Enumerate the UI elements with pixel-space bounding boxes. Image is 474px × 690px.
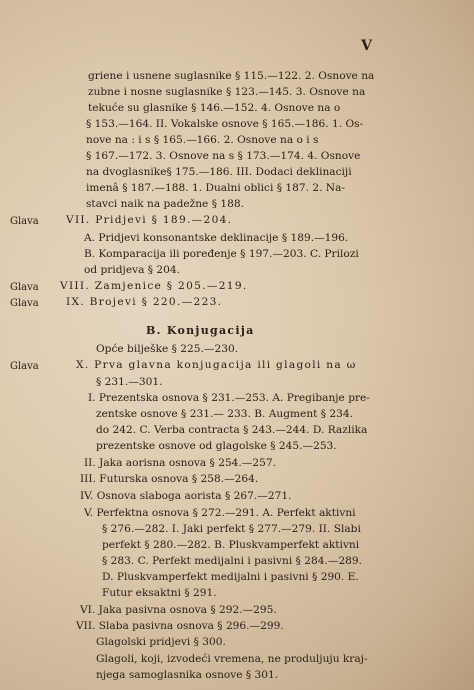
text-line: imenâ § 187.—188. 1. Dualni oblici § 187. 2. Na-	[86, 182, 345, 194]
chapter-heading: VIII. Zamjenice § 205.—219.	[60, 280, 248, 292]
chapter-label: Glava	[10, 298, 39, 309]
text-line: V. Perfektna osnova § 272.—291. A. Perfekt aktivni	[84, 507, 356, 519]
text-line: II. Jaka aorisna osnova § 254.—257.	[84, 457, 276, 469]
text-line: do 242. C. Verba contracta § 243.—244. D. Razlika	[96, 424, 368, 436]
chapter-label: Glava	[10, 216, 39, 227]
text-line: nove na : i s § 165.—166. 2. Osnove na o i s	[86, 134, 319, 146]
text-line: tekuće su glasnike § 146.—152. 4. Osnove na o	[88, 102, 341, 114]
text-line: perfekt § 280.—282. B. Pluskvamperfekt aktivni	[102, 539, 360, 551]
text-line: Futur eksaktni § 291.	[102, 587, 217, 599]
text-line: Glagoli, koji, izvodeći vremena, ne produljuju kraj-	[96, 653, 368, 665]
text-line: § 153.—164. II. Vokalske osnove § 165.—186. 1. Os-	[86, 118, 364, 130]
text-line: prezentske osnove od glagolske § 245.—253.	[96, 440, 337, 452]
text-line: Opće bilješke § 225.—230.	[96, 343, 239, 355]
chapter-heading: IX. Brojevi § 220.—223.	[66, 296, 223, 308]
page-number: V	[361, 38, 372, 54]
text-line: na dvoglasnike§ 175.—186. III. Dodaci deklinaciji	[86, 166, 352, 178]
chapter-label: Glava	[10, 361, 39, 372]
text-line: § 283. C. Perfekt medijalni i pasivni § 284.—289.	[102, 555, 363, 567]
text-line: VII. Slaba pasivna osnova § 296.—299.	[76, 620, 284, 632]
text-line: B. Komparacija ili poređenje § 197.—203. C. Prilozi	[84, 248, 359, 260]
chapter-label: Glava	[10, 282, 39, 293]
text-line: Glagolski pridjevi § 300.	[96, 636, 226, 648]
text-line: I. Prezentska osnova § 231.—253. A. Pregibanje pre-	[88, 392, 370, 404]
text-line: III. Futurska osnova § 258.—264.	[80, 473, 259, 485]
text-line: § 167.—172. 3. Osnove na s § 173.—174. 4. Osnove	[86, 150, 361, 162]
text-line: § 276.—282. I. Jaki perfekt § 277.—279. II. Slabi	[102, 523, 361, 535]
chapter-heading: VII. Pridjevi § 189.—204.	[66, 214, 233, 226]
text-line: zentske osnove § 231.— 233. B. Augment § 234.	[96, 408, 354, 420]
text-line: od pridjeva § 204.	[84, 264, 181, 276]
text-line: § 231.—301.	[96, 376, 163, 388]
text-line: zubne i nosne suglasnike § 123.—145. 3. Osnove na	[88, 86, 366, 98]
text-line: A. Pridjevi konsonantske deklinacije § 189.—196.	[84, 232, 349, 244]
text-line: griene i usnene suglasnike § 115.—122. 2. Osnove na	[88, 70, 375, 82]
text-line: D. Pluskvamperfekt medijalni i pasivni § 290. E.	[102, 571, 359, 583]
section-heading: B. Konjugacija	[146, 324, 255, 337]
text-line: njega samoglasnika osnove § 301.	[96, 669, 279, 681]
text-line: stavci naik na padežne § 188.	[86, 198, 244, 210]
text-line: VI. Jaka pasivna osnova § 292.—295.	[80, 604, 277, 616]
text-line: IV. Osnova slaboga aorista § 267.—271.	[80, 490, 292, 502]
chapter-heading: X. Prva glavna konjugacija ili glagoli na ω	[76, 359, 357, 371]
